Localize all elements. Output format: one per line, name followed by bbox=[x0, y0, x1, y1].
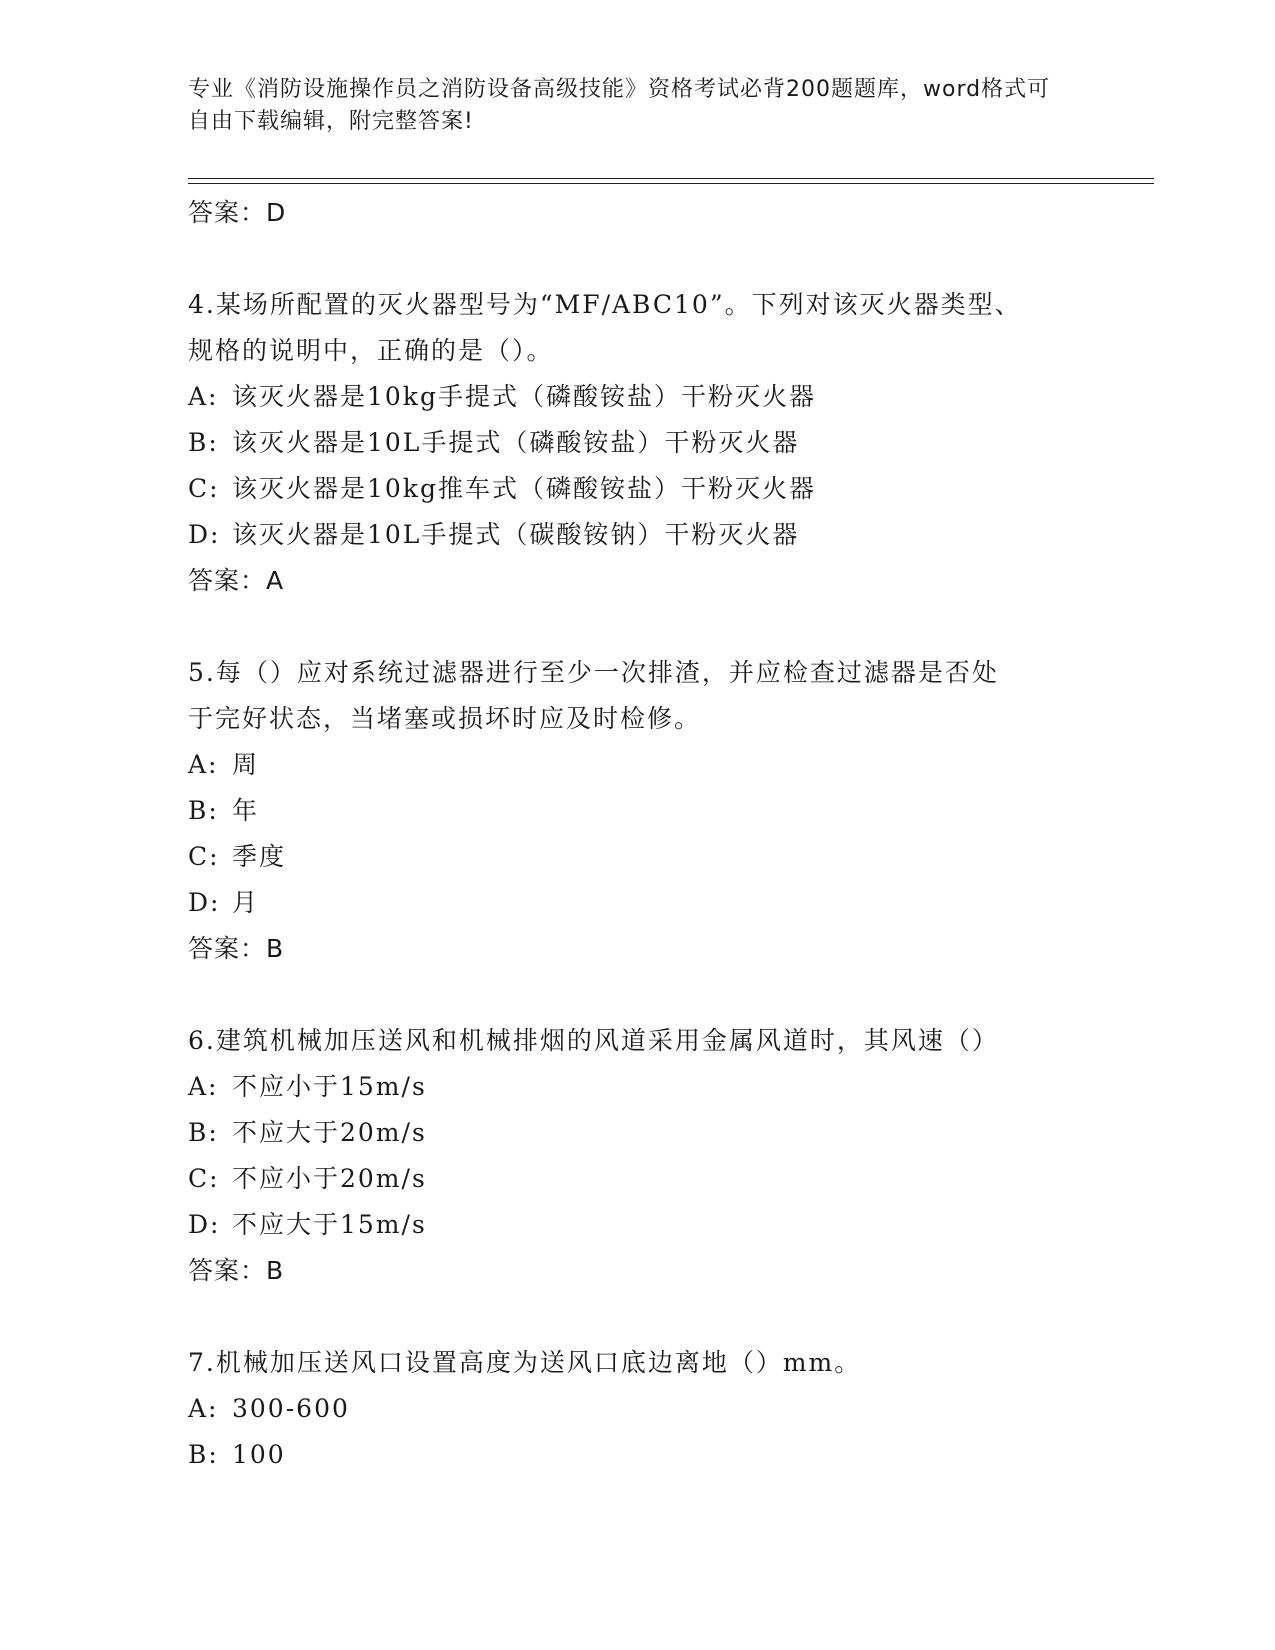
option-item bbox=[188, 1202, 1154, 1248]
option-label: D: bbox=[188, 520, 221, 549]
option-text: 300-600 bbox=[232, 1394, 350, 1423]
answer-label: 答案： bbox=[188, 934, 267, 963]
document-body bbox=[188, 190, 1154, 1478]
option-text: 100 bbox=[232, 1440, 286, 1469]
option-label: B: bbox=[188, 1440, 219, 1469]
answer-value: B bbox=[266, 934, 285, 963]
option-label: A: bbox=[188, 1072, 219, 1101]
option-label: B: bbox=[188, 796, 219, 825]
option-label: A: bbox=[188, 750, 219, 779]
header-rule-top bbox=[188, 178, 1154, 179]
option-item bbox=[188, 1064, 1154, 1110]
option-text: 该灭火器是10kg推车式（磷酸铵盐）干粉灭火器 bbox=[232, 474, 816, 503]
option-item bbox=[188, 466, 1154, 512]
answer-line bbox=[188, 558, 1154, 604]
question-block bbox=[188, 1018, 1154, 1294]
option-label: D: bbox=[188, 888, 221, 917]
option-item bbox=[188, 1156, 1154, 1202]
option-label: A: bbox=[188, 1394, 219, 1423]
question-text: 4.某场所配置的灭火器型号为“MF/ABC10”。下列对该灭火器类型、 bbox=[188, 290, 1022, 319]
option-text: 年 bbox=[232, 796, 260, 825]
option-label: C: bbox=[188, 1164, 220, 1193]
option-text: 该灭火器是10kg手提式（磷酸铵盐）干粉灭火器 bbox=[232, 382, 816, 411]
option-label: D: bbox=[188, 1210, 221, 1239]
option-label: A: bbox=[188, 382, 219, 411]
question-text: 于完好状态，当堵塞或损坏时应及时检修。 bbox=[188, 704, 702, 733]
option-item bbox=[188, 512, 1154, 558]
option-item bbox=[188, 1110, 1154, 1156]
answer-label: 答案： bbox=[188, 566, 267, 595]
answer-label: 答案： bbox=[188, 1256, 267, 1285]
option-item bbox=[188, 374, 1154, 420]
option-text: 季度 bbox=[232, 842, 287, 871]
option-item bbox=[188, 788, 1154, 834]
question-block bbox=[188, 1340, 1154, 1478]
answer-value: B bbox=[266, 1256, 285, 1285]
option-label: B: bbox=[188, 428, 219, 457]
option-item bbox=[188, 742, 1154, 788]
answer-label: 答案： bbox=[188, 198, 267, 227]
option-item bbox=[188, 1386, 1154, 1432]
answer-line bbox=[188, 190, 1154, 236]
option-text: 月 bbox=[232, 888, 260, 917]
option-label: C: bbox=[188, 474, 220, 503]
question-text: 6.建筑机械加压送风和机械排烟的风道采用金属风道时，其风速（） bbox=[188, 1026, 999, 1055]
option-item bbox=[188, 834, 1154, 880]
option-text: 不应大于20m/s bbox=[232, 1118, 427, 1147]
question-text: 规格的说明中，正确的是（）。 bbox=[188, 336, 554, 365]
header-rule-bottom bbox=[188, 183, 1154, 184]
question-text: 7.机械加压送风口设置高度为送风口底边离地（）mm。 bbox=[188, 1348, 862, 1377]
question-block bbox=[188, 650, 1154, 972]
answer-line bbox=[188, 1248, 1154, 1294]
option-text: 不应小于15m/s bbox=[232, 1072, 427, 1101]
option-item bbox=[188, 880, 1154, 926]
answer-value: A bbox=[266, 566, 285, 595]
answer-line bbox=[188, 926, 1154, 972]
option-text: 不应大于15m/s bbox=[232, 1210, 427, 1239]
option-label: B: bbox=[188, 1118, 219, 1147]
option-item bbox=[188, 1432, 1154, 1478]
option-text: 该灭火器是10L手提式（碳酸铵钠）干粉灭火器 bbox=[232, 520, 800, 549]
answer-value: D bbox=[266, 198, 287, 227]
option-text: 周 bbox=[232, 750, 260, 779]
option-text: 不应小于20m/s bbox=[232, 1164, 427, 1193]
option-item bbox=[188, 420, 1154, 466]
question-text: 5.每（）应对系统过滤器进行至少一次排渣，并应检查过滤器是否处 bbox=[188, 658, 999, 687]
document-header: 专业《消防设施操作员之消防设备高级技能》资格考试必背200题题库，word格式可自由下载编辑，附完整答案! bbox=[188, 77, 1051, 134]
option-text: 该灭火器是10L手提式（磷酸铵盐）干粉灭火器 bbox=[232, 428, 800, 457]
question-block bbox=[188, 282, 1154, 604]
option-label: C: bbox=[188, 842, 220, 871]
